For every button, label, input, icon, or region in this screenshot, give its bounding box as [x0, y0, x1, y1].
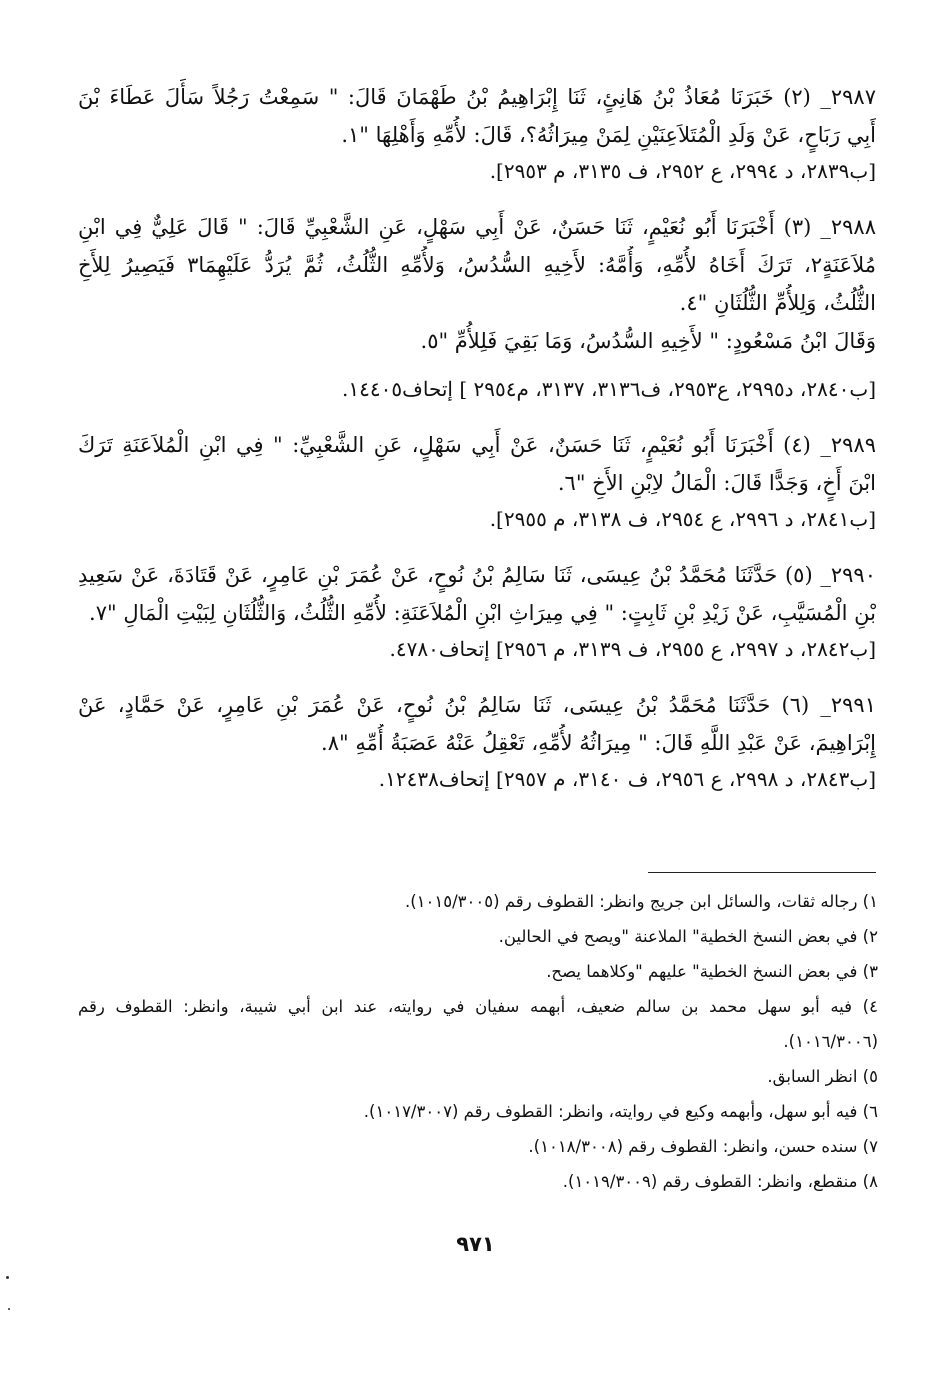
hadith-2991	[78, 686, 876, 796]
hadith-line: ابْنَ أَخٍ، وَجَدًّا قَالَ: الْمَالُ لاِبْنِ الأَخِ "٦.	[557, 471, 876, 495]
footnote-3: ٣) في بعض النسخ الخطية" عليهم "وكلاهما يصح.	[546, 962, 878, 981]
hadith-line: ٢٩٨٨_ (٣) أَخْبَرَنَا أَبُو نُعَيْمٍ، ثَنَا حَسَنٌ، عَنْ أَبِي سَهْلٍ، عَنِ الشَّعْبِيِّ قَالَ: " قَالَ عَلِيٌّ فِي ابْنِ	[78, 215, 876, 239]
hadith-reference: [ب٢٨٤٠، د٢٩٩٥، ع٢٩٥٣، ف٣١٣٦، ٣١٣٧، م٢٩٥٤ ] إتحاف١٤٤٠٥.	[342, 377, 876, 401]
footnote-1: ١) رجاله ثقات، والسائل ابن جريج وانظر: القطوف رقم (١٠١٥/٣٠٠٥).	[404, 892, 878, 911]
hadith-line: ٢٩٨٧_ (٢) خَبَرَنَا مُعَاذُ بْنُ هَانِئٍ، ثَنَا إِبْرَاهِيمُ بْنُ طَهْمَانَ قَالَ: " سَمِعْتُ رَجُلاً سَأَلَ عَطَاءَ بْنَ	[78, 85, 876, 109]
hadith-reference: [ب٢٨٣٩، د ٢٩٩٤، ع ٢٩٥٢، ف ٣١٣٥، م ٢٩٥٣].	[489, 159, 876, 183]
footnote-4: ٤) فيه أبو سهل محمد بن سالم ضعيف، أبهمه سفيان في روايته، عند ابن أبي شيبة، وانظر: القطوف رقم	[78, 997, 878, 1016]
hadith-2989	[78, 426, 876, 536]
hadith-2988	[78, 208, 876, 406]
hadith-line: بْنِ الْمُسَيَّبِ، عَنْ زَيْدِ بْنِ ثَابِتٍ: " فِي مِيرَاثِ ابْنِ الْمُلاَعَنَةِ: لأُمِّهِ الثُّلُثُ، وَالثُّلُثَانِ لِبَيْتِ الْمَالِ "٧.	[89, 601, 876, 625]
footnote-divider	[648, 872, 876, 873]
hadith-line: إِبْرَاهِيمَ، عَنْ عَبْدِ اللَّهِ قَالَ: " مِيرَاثُهُ لأُمِّهِ، تَعْقِلُ عَنْهُ عَصَبَةُ أُمِّهِ "٨.	[321, 731, 876, 755]
hadith-line: ٢٩٩٠_ (٥) حَدَّثَنَا مُحَمَّدُ بْنُ عِيسَى، ثَنَا سَالِمُ بْنُ نُوحٍ، عَنْ عُمَرَ بْنِ عَامِرٍ، عَنْ قَتَادَةَ، عَنْ سَعِيدِ	[78, 563, 876, 587]
footnote-6: ٦) فيه أبو سهل، وأبهمه وكيع في روايته، وانظر: القطوف رقم (١٠١٧/٣٠٠٧).	[363, 1102, 878, 1121]
footnote-2: ٢) في بعض النسخ الخطية" الملاعنة "ويصح في الحالين.	[498, 927, 878, 946]
page-number: ٩٧١	[456, 1232, 495, 1256]
scan-speck	[6, 1276, 9, 1279]
hadith-reference: [ب٢٨٤٣، د ٢٩٩٨، ع ٢٩٥٦، ف ٣١٤٠، م ٢٩٥٧] إتحاف١٢٤٣٨.	[378, 767, 876, 791]
hadith-addendum: وَقَالَ ابْنُ مَسْعُودٍ: " لأَخِيهِ السُّدُسُ، وَمَا بَقِيَ فَلِلأُمِّ "٥.	[420, 329, 876, 353]
hadith-reference: [ب٢٨٤٢، د ٢٩٩٧، ع ٢٩٥٥، ف ٣١٣٩، م ٢٩٥٦] إتحاف٤٧٨٠.	[389, 637, 876, 661]
scan-speck	[8, 1308, 10, 1310]
hadith-2987	[78, 78, 876, 188]
hadith-reference: [ب٢٨٤١، د ٢٩٩٦، ع ٢٩٥٤، ف ٣١٣٨، م ٢٩٥٥].	[489, 507, 876, 531]
hadith-line: ٢٩٨٩_ (٤) أَخْبَرَنَا أَبُو نُعَيْمٍ، ثَنَا حَسَنٌ، عَنْ أَبِي سَهْلٍ، عَنِ الشَّعْبِيِّ: " فِي ابْنِ الْمُلاَعَنَةِ تَرَكَ	[78, 433, 876, 457]
hadith-line: ٢٩٩١_ (٦) حَدَّثَنَا مُحَمَّدُ بْنُ عِيسَى، ثَنَا سَالِمُ بْنُ نُوحٍ، عَنْ عُمَرَ بْنِ عَامِرٍ، عَنْ حَمَّادٍ، عَنْ	[78, 693, 876, 717]
footnotes	[78, 884, 878, 1199]
footnote-5: ٥) انظر السابق.	[767, 1067, 878, 1086]
hadith-line: مُلاَعَنَةٍ٢، تَرَكَ أَخَاهُ لأُمِّهِ، وَأُمَّهُ: لأَخِيهِ السُّدُسُ، وَلأُمِّهِ الثُّلُثُ، ثُمَّ يُرَدُّ عَلَيْهِمَا٣ فَيَصِيرُ لِلأَخِ	[78, 253, 876, 277]
footnote-4-continuation: (١٠١٦/٣٠٠٦).	[783, 1032, 878, 1051]
hadith-line: الثُّلُثُ، وَلِلأُمِّ الثُّلُثَانِ "٤.	[679, 291, 876, 315]
main-text	[78, 78, 876, 816]
footnote-8: ٨) منقطع، وانظر: القطوف رقم (١٠١٩/٣٠٠٩).	[562, 1172, 878, 1191]
hadith-line: أَبِي رَبَاحٍ، عَنْ وَلَدِ الْمُتَلاَعِنَيْنِ لِمَنْ مِيرَاثُهُ؟، قَالَ: لأُمِّهِ وَأَهْلِهَا "١.	[341, 123, 876, 147]
hadith-2990	[78, 556, 876, 666]
footnote-7: ٧) سنده حسن، وانظر: القطوف رقم (١٠١٨/٣٠٠٨).	[528, 1137, 878, 1156]
